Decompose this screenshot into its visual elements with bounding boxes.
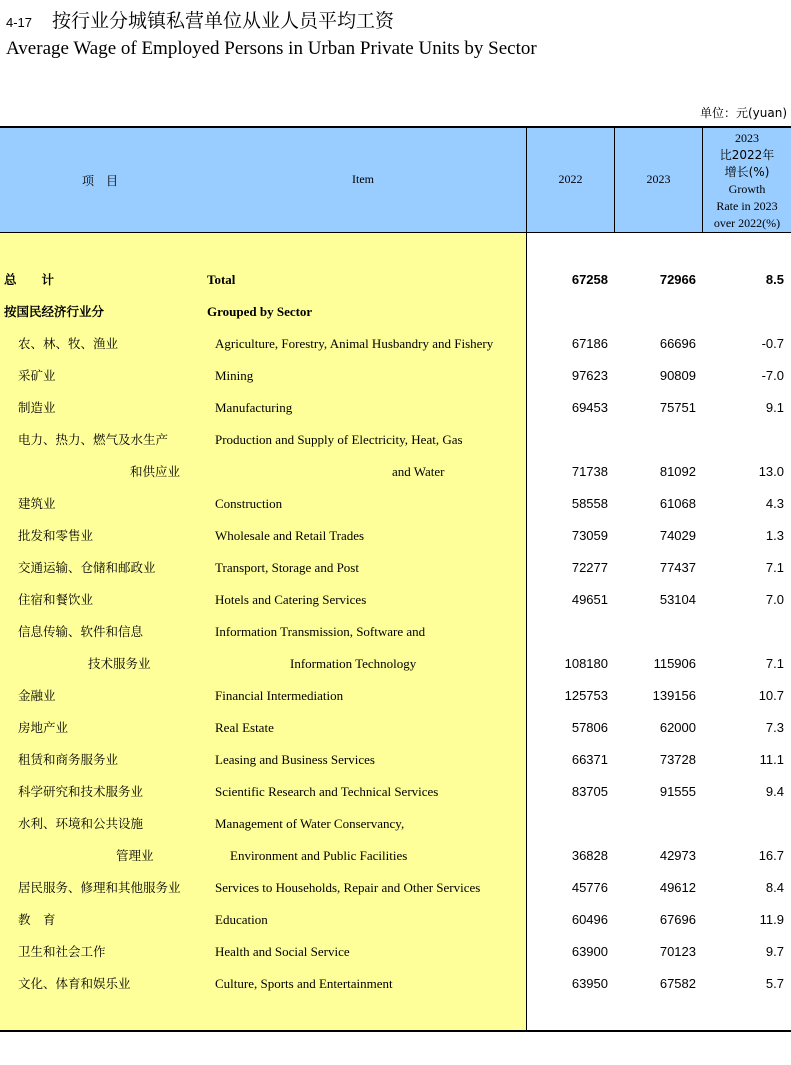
table-row — [0, 744, 791, 776]
row-label-cn: 金融业 — [18, 688, 56, 703]
value-2023: 75751 — [659, 400, 696, 415]
row-label-cn: 房地产业 — [18, 720, 69, 735]
value-2023: 90809 — [659, 368, 696, 383]
value-2022: 72277 — [571, 560, 608, 575]
table-row — [0, 648, 791, 680]
value-growth — [703, 424, 784, 456]
row-label-en: Leasing and Business Services — [215, 752, 375, 767]
value-growth: 7.3 — [765, 720, 784, 735]
table-row — [0, 552, 791, 584]
value-2022: 73059 — [571, 528, 608, 543]
value-growth: 4.3 — [765, 496, 784, 511]
value-2023 — [615, 296, 696, 328]
value-2022: 66371 — [571, 752, 608, 767]
value-growth: -0.7 — [761, 336, 784, 351]
row-label-en: Education — [215, 912, 268, 927]
value-2023 — [615, 616, 696, 648]
value-growth: 16.7 — [758, 848, 784, 863]
value-2023: 139156 — [652, 688, 696, 703]
value-2023: 70123 — [659, 944, 696, 959]
table-row — [0, 456, 791, 488]
row-label-cn: 住宿和餐饮业 — [18, 592, 94, 607]
header-growth-line: 比2022年 — [719, 148, 775, 162]
value-2023: 67582 — [659, 976, 696, 991]
value-2023: 62000 — [659, 720, 696, 735]
row-label-cn: 科学研究和技术服务业 — [18, 784, 144, 799]
row-label-en: Management of Water Conservancy, — [215, 816, 405, 831]
value-growth: 11.1 — [759, 752, 784, 767]
value-2023: 74029 — [659, 528, 696, 543]
table-row — [0, 616, 791, 648]
row-label-cn: 教 育 — [18, 912, 56, 927]
table-row — [0, 328, 791, 360]
value-2023: 77437 — [659, 560, 696, 575]
row-label-cn: 租赁和商务服务业 — [18, 752, 119, 767]
row-label-cn: 管理业 — [116, 848, 154, 863]
row-label-en: Transport, Storage and Post — [215, 560, 359, 575]
row-label-en: Information Transmission, Software and — [215, 624, 426, 639]
table-bottom-rule — [0, 1030, 791, 1032]
value-growth: 7.1 — [765, 560, 784, 575]
row-label-en: Environment and Public Facilities — [230, 848, 408, 863]
row-label-en: Financial Intermediation — [215, 688, 344, 703]
header-growth-line: over 2022(%) — [713, 216, 781, 230]
row-label-en: Mining — [215, 368, 254, 383]
value-growth: 9.7 — [765, 944, 784, 959]
row-label-en: Information Technology — [290, 656, 417, 671]
table-row — [0, 904, 791, 936]
header-growth-line: 2023 — [735, 131, 759, 145]
row-label-cn: 制造业 — [18, 400, 56, 415]
row-label-cn: 和供应业 — [130, 464, 181, 479]
value-2022: 57806 — [571, 720, 608, 735]
value-2023 — [615, 808, 696, 840]
row-label-en: Grouped by Sector — [207, 304, 313, 319]
table-row — [0, 392, 791, 424]
row-label-cn: 农、林、牧、渔业 — [18, 336, 119, 351]
table-row — [0, 712, 791, 744]
header-bottom-rule — [0, 232, 791, 233]
row-label-en: Agriculture, Forestry, Animal Husbandry and Fishery — [215, 336, 494, 351]
header-item-en: Item — [352, 172, 374, 186]
row-label-en: Construction — [215, 496, 283, 511]
table-row — [0, 360, 791, 392]
row-label-en: Real Estate — [215, 720, 274, 735]
unit-label: 单位：元(yuan) — [699, 106, 787, 120]
table-row — [0, 584, 791, 616]
row-label-cn: 建筑业 — [18, 496, 56, 511]
value-2022: 63900 — [571, 944, 608, 959]
header-2022: 2022 — [558, 172, 583, 186]
table-row — [0, 936, 791, 968]
value-growth — [703, 616, 784, 648]
table-row — [0, 264, 791, 296]
value-2022: 45776 — [571, 880, 608, 895]
table-row — [0, 520, 791, 552]
table-row — [0, 488, 791, 520]
value-growth: 9.4 — [765, 784, 784, 799]
value-2023: 49612 — [659, 880, 696, 895]
value-growth: 13.0 — [758, 464, 784, 479]
value-2022: 63950 — [571, 976, 608, 991]
table-row — [0, 968, 791, 1000]
value-growth: 7.1 — [765, 656, 784, 671]
value-2023: 67696 — [659, 912, 696, 927]
row-label-cn: 文化、体育和娱乐业 — [18, 976, 131, 991]
value-growth — [703, 808, 784, 840]
value-2023: 91555 — [659, 784, 696, 799]
row-label-cn: 居民服务、修理和其他服务业 — [18, 880, 181, 895]
value-growth: 5.7 — [765, 976, 784, 991]
row-label-en: Production and Supply of Electricity, Heat, Gas — [215, 432, 463, 447]
table-title-cn-text: 按行业分城镇私营单位从业人员平均工资 — [52, 10, 395, 32]
header-growth-line: Growth — [728, 182, 766, 196]
value-growth: 8.4 — [765, 880, 784, 895]
row-label-cn: 信息传输、软件和信息 — [18, 624, 144, 639]
value-growth: 10.7 — [758, 688, 784, 703]
value-2022: 69453 — [571, 400, 608, 415]
table-title-cn — [6, 6, 394, 33]
row-label-en: Total — [207, 272, 236, 287]
value-2023 — [615, 424, 696, 456]
row-label-en: Manufacturing — [215, 400, 293, 415]
table-row — [0, 872, 791, 904]
value-growth: 11.9 — [759, 912, 784, 927]
row-label-cn: 水利、环境和公共设施 — [18, 816, 144, 831]
value-2022: 60496 — [571, 912, 608, 927]
header-2023: 2023 — [646, 172, 671, 186]
header-item-cn: 项 目 — [81, 174, 118, 188]
table-title-en: Average Wage of Employed Persons in Urban Private Units by Sector — [6, 38, 537, 59]
value-2023: 115906 — [653, 656, 696, 671]
row-label-en: and Water — [392, 464, 445, 479]
row-label-cn: 按国民经济行业分 — [4, 304, 105, 319]
table-row — [0, 808, 791, 840]
value-2022: 36828 — [571, 848, 608, 863]
row-label-cn: 批发和零售业 — [18, 528, 94, 543]
table-row — [0, 680, 791, 712]
row-label-en: Scientific Research and Technical Services — [215, 784, 439, 799]
value-growth — [703, 296, 784, 328]
value-2022 — [527, 808, 608, 840]
value-growth: 9.1 — [765, 400, 784, 415]
value-2023: 66696 — [659, 336, 696, 351]
table-top-rule — [0, 126, 791, 128]
value-2023: 42973 — [659, 848, 696, 863]
row-label-en: Services to Households, Repair and Other Services — [215, 880, 481, 895]
header-growth-line: Rate in 2023 — [716, 199, 778, 213]
value-2023: 61068 — [659, 496, 696, 511]
header-growth-rate — [704, 130, 790, 232]
row-label-cn: 电力、热力、燃气及水生产 — [18, 432, 169, 447]
table-row — [0, 424, 791, 456]
value-2022: 125753 — [564, 688, 608, 703]
table-row — [0, 776, 791, 808]
value-2022 — [527, 424, 608, 456]
table-number: 4-17 — [6, 15, 33, 30]
value-2022 — [527, 616, 608, 648]
value-2022: 49651 — [571, 592, 608, 607]
row-label-en: Wholesale and Retail Trades — [215, 528, 365, 543]
column-divider — [702, 127, 703, 233]
value-2022: 67258 — [571, 272, 608, 287]
value-2022: 71738 — [571, 464, 608, 479]
header-growth-line: 增长(%) — [724, 165, 770, 179]
value-2022: 58558 — [571, 496, 608, 511]
table-row — [0, 840, 791, 872]
row-label-cn: 总 计 — [4, 272, 55, 287]
value-2022: 83705 — [571, 784, 608, 799]
value-2022 — [527, 296, 608, 328]
value-growth: -7.0 — [761, 368, 784, 383]
row-label-en: Culture, Sports and Entertainment — [215, 976, 393, 991]
value-2023: 73728 — [659, 752, 696, 767]
row-label-cn: 卫生和社会工作 — [18, 944, 106, 959]
value-growth: 1.3 — [765, 528, 784, 543]
row-label-en: Hotels and Catering Services — [215, 592, 367, 607]
value-2023: 81092 — [659, 464, 696, 479]
row-label-cn: 交通运输、仓储和邮政业 — [18, 560, 156, 575]
row-label-cn: 技术服务业 — [88, 656, 151, 671]
value-2022: 67186 — [571, 336, 608, 351]
row-label-cn: 采矿业 — [18, 368, 56, 383]
table-row — [0, 296, 791, 328]
value-2022: 97623 — [571, 368, 608, 383]
value-2023: 72966 — [659, 272, 696, 287]
row-label-en: Health and Social Service — [215, 944, 350, 959]
value-growth: 7.0 — [765, 592, 784, 607]
value-2022: 108180 — [564, 656, 608, 671]
value-2023: 53104 — [659, 592, 696, 607]
value-growth: 8.5 — [765, 272, 784, 287]
